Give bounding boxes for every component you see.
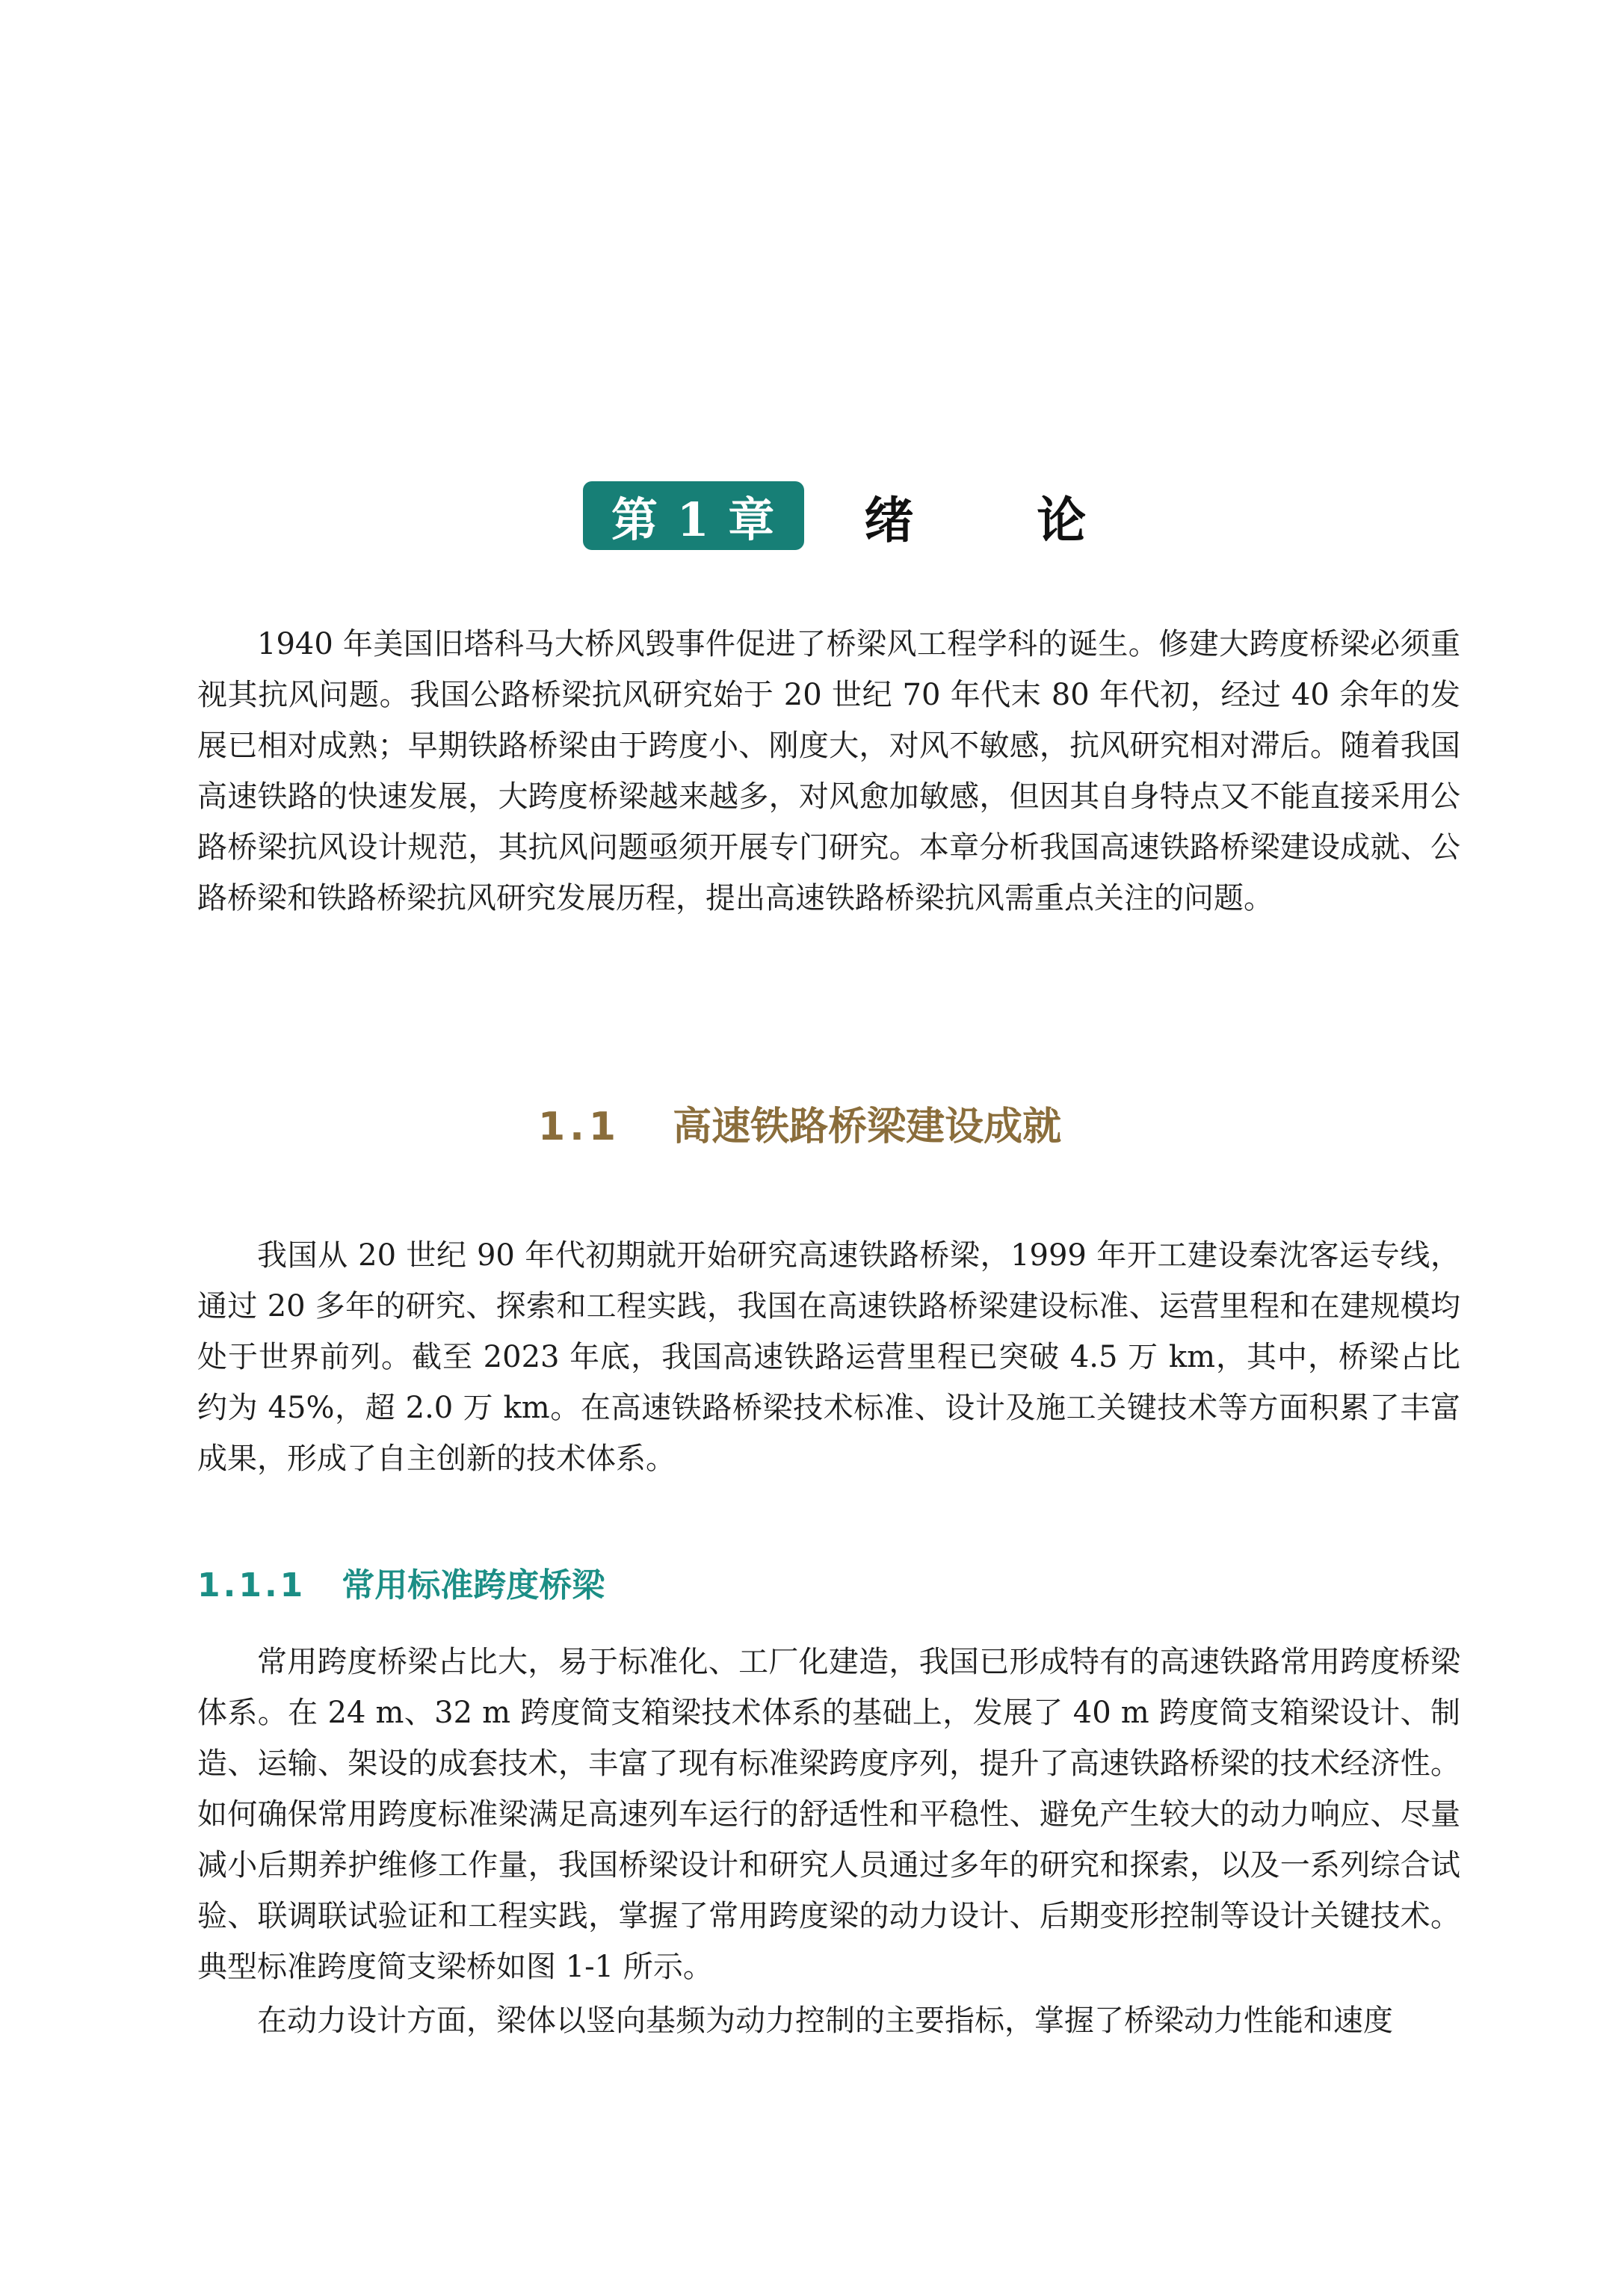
chapter-header [583,478,1209,553]
subsection-paragraph-1: 常用跨度桥梁占比大，易于标准化、工厂化建造，我国已形成特有的高速铁路常用跨度桥梁体系。在 24 m、32 m 跨度简支箱梁技术体系的基础上，发展了 40 m 跨度简支箱梁设计、制造、运输、架设的成套技术，丰富了现有标准梁跨度序列，提升了高速铁路桥梁的技术经济性。如何确保常用跨度标准梁满足高速列车运行的舒适性和平稳性、避免产生较大的动力响应、尽量减小后期养护维修工作量，我国桥梁设计和研究人员通过多年的研究和探索，以及一系列综合试验、联调联试验证和工程实践，掌握了常用跨度梁的动力设计、后期变形控制等设计关键技术。典型标准跨度简支梁桥如图 1-1 所示。 [197,1645,1460,1984]
section-number: 1.1 [538,1105,621,1149]
subsection-paragraph-2: 在动力设计方面，梁体以竖向基频为动力控制的主要指标，掌握了桥梁动力性能和速度 [257,2004,1393,2038]
intro-paragraph: 1940 年美国旧塔科马大桥风毁事件促进了桥梁风工程学科的诞生。修建大跨度桥梁必须重视其抗风问题。我国公路桥梁抗风研究始于 20 世纪 70 年代末 80 年代初，经过 40 余年的发展已相对成熟；早期铁路桥梁由于跨度小、刚度大，对风不敏感，抗风研究相对滞后。随着我国高速铁路的快速发展，大跨度桥梁越来越多，对风愈加敏感，但因其自身特点又不能直接采用公路桥梁抗风设计规范，其抗风问题亟须开展专门研究。本章分析我国高速铁路桥梁建设成就、公路桥梁和铁路桥梁抗风研究发展历程，提出高速铁路桥梁抗风需重点关注的问题。 [197,627,1460,915]
subsection-heading [197,1558,605,1606]
chapter-number-badge: 第 1 章 [583,481,804,550]
subsection-title: 常用标准跨度桥梁 [342,1566,605,1604]
subsection-number: 1.1.1 [197,1566,306,1604]
section-paragraph: 我国从 20 世纪 90 年代初期就开始研究高速铁路桥梁，1999 年开工建设秦沈客运专线，通过 20 多年的研究、探索和工程实践，我国在高速铁路桥梁建设标准、运营里程和在建规模均处于世界前列。截至 2023 年底，我国高速铁路运营里程已突破 4.5 万 km，其中，桥梁占比约为 45%，超 2.0 万 km。在高速铁路桥梁技术标准、设计及施工关键技术等方面积累了丰富成果，形成了自主创新的技术体系。 [197,1238,1460,1476]
section-heading [538,1095,1061,1151]
chapter-title: 绪论 [864,491,1210,549]
section-title: 高速铁路桥梁建设成就 [673,1105,1062,1149]
